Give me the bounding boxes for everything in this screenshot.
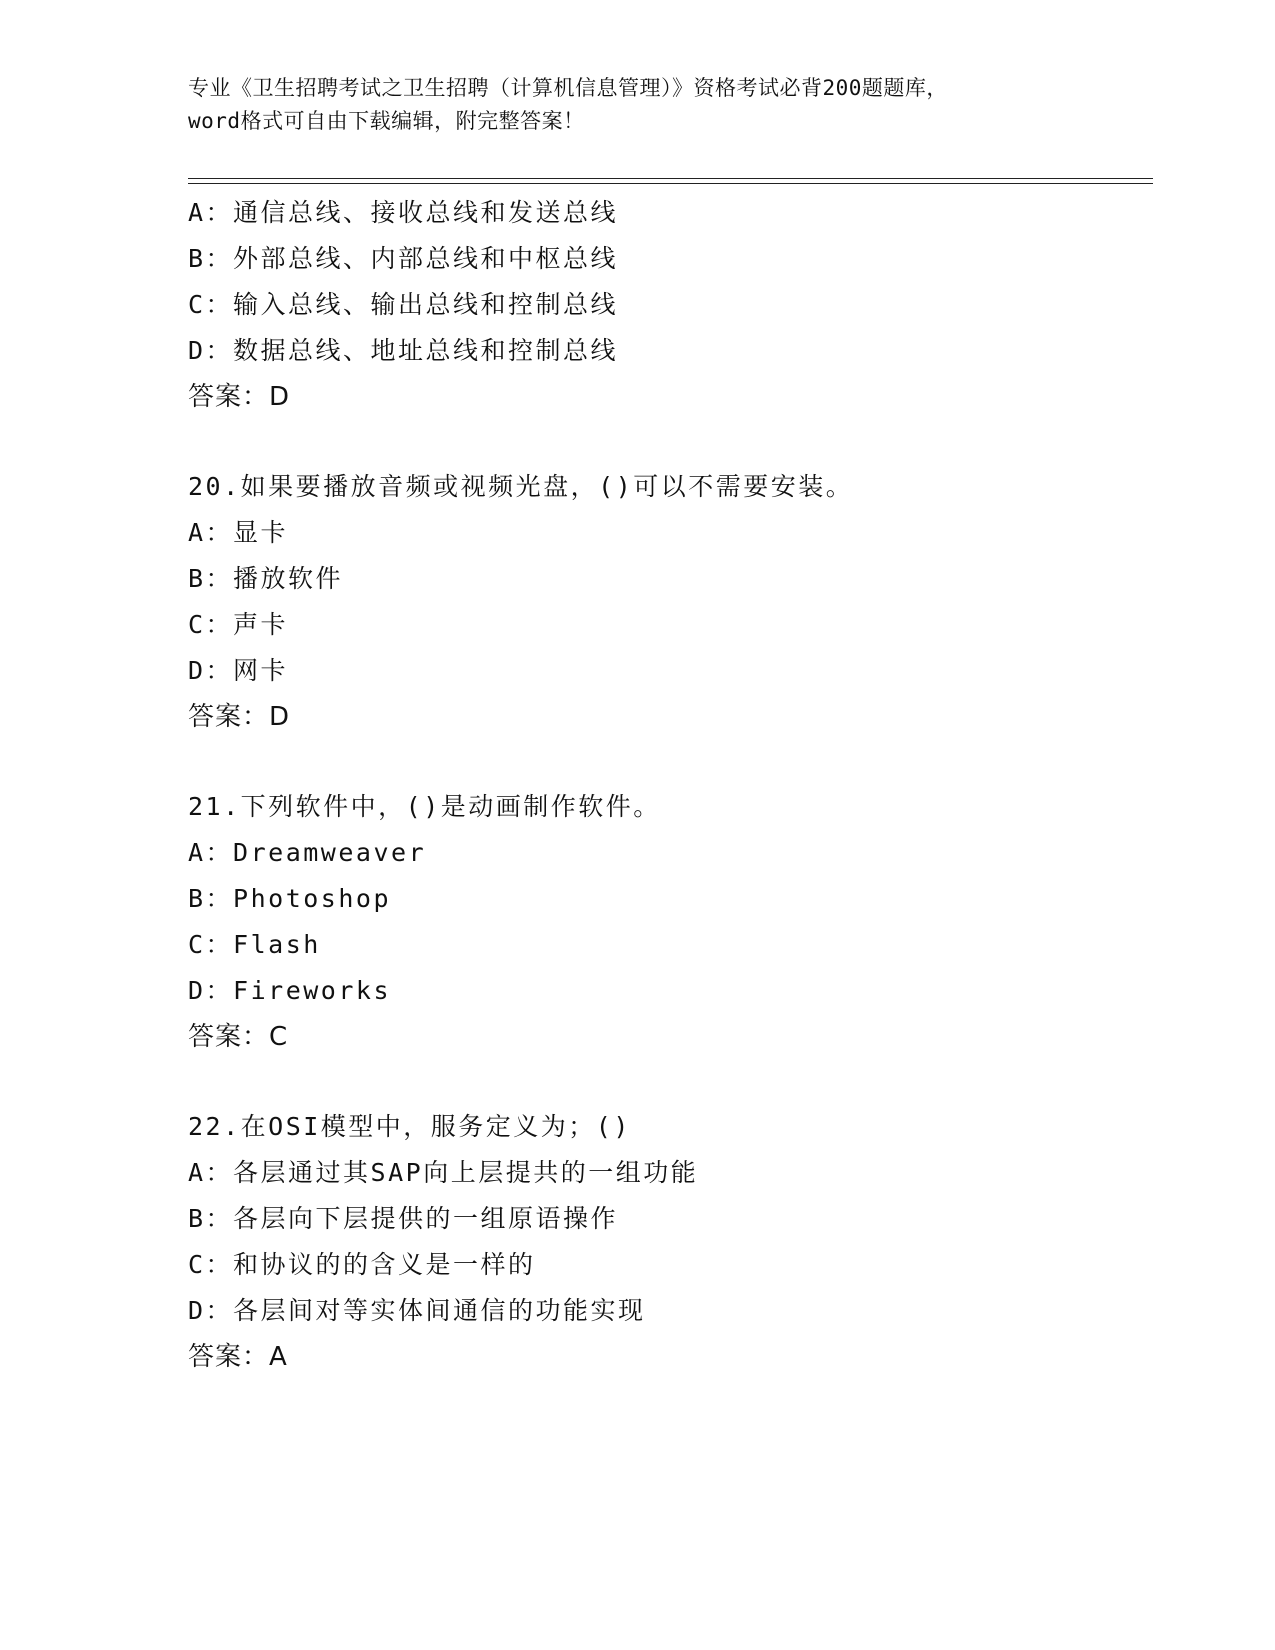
option-a: A：显卡: [188, 518, 289, 547]
header-divider-bottom: [188, 183, 1153, 184]
option-d: D：网卡: [188, 656, 289, 685]
spacer: [188, 420, 1153, 464]
header-divider-top: [188, 178, 1153, 179]
option-a: A：各层通过其SAP向上层提共的一组功能: [188, 1158, 699, 1187]
question-19: [188, 190, 1153, 420]
question-20: [188, 464, 1153, 740]
answer-line: 答案：D: [188, 382, 291, 412]
document-header: [188, 72, 1088, 138]
question-21: [188, 784, 1153, 1060]
option-d: D：Fireworks: [188, 976, 392, 1005]
answer-line: 答案：A: [188, 1342, 288, 1372]
option-c: C：和协议的的含义是一样的: [188, 1250, 536, 1279]
option-c: C：输入总线、输出总线和控制总线: [188, 290, 619, 319]
option-d: D：各层间对等实体间通信的功能实现: [188, 1296, 646, 1325]
option-b: B：播放软件: [188, 564, 344, 593]
option-a: A：通信总线、接收总线和发送总线: [188, 198, 619, 227]
spacer: [188, 1060, 1153, 1104]
spacer: [188, 740, 1153, 784]
question-text: 22.在OSI模型中，服务定义为；(): [188, 1112, 631, 1141]
option-b: B：Photoshop: [188, 884, 392, 913]
option-c: C：声卡: [188, 610, 289, 639]
answer-line: 答案：C: [188, 1022, 289, 1052]
option-b: B：各层向下层提供的一组原语操作: [188, 1204, 619, 1233]
header-line-2: word格式可自由下载编辑，附完整答案！: [188, 109, 585, 133]
question-text: 20.如果要播放音频或视频光盘，()可以不需要安装。: [188, 472, 854, 501]
question-list: [188, 190, 1153, 1380]
option-a: A：Dreamweaver: [188, 838, 427, 867]
answer-line: 答案：D: [188, 702, 291, 732]
option-b: B：外部总线、内部总线和中枢总线: [188, 244, 619, 273]
question-22: [188, 1104, 1153, 1380]
option-d: D：数据总线、地址总线和控制总线: [188, 336, 619, 365]
question-text: 21.下列软件中，()是动画制作软件。: [188, 792, 661, 821]
header-line-1: 专业《卫生招聘考试之卫生招聘（计算机信息管理）》资格考试必背200题题库，: [188, 76, 948, 100]
option-c: C：Flash: [188, 930, 321, 959]
